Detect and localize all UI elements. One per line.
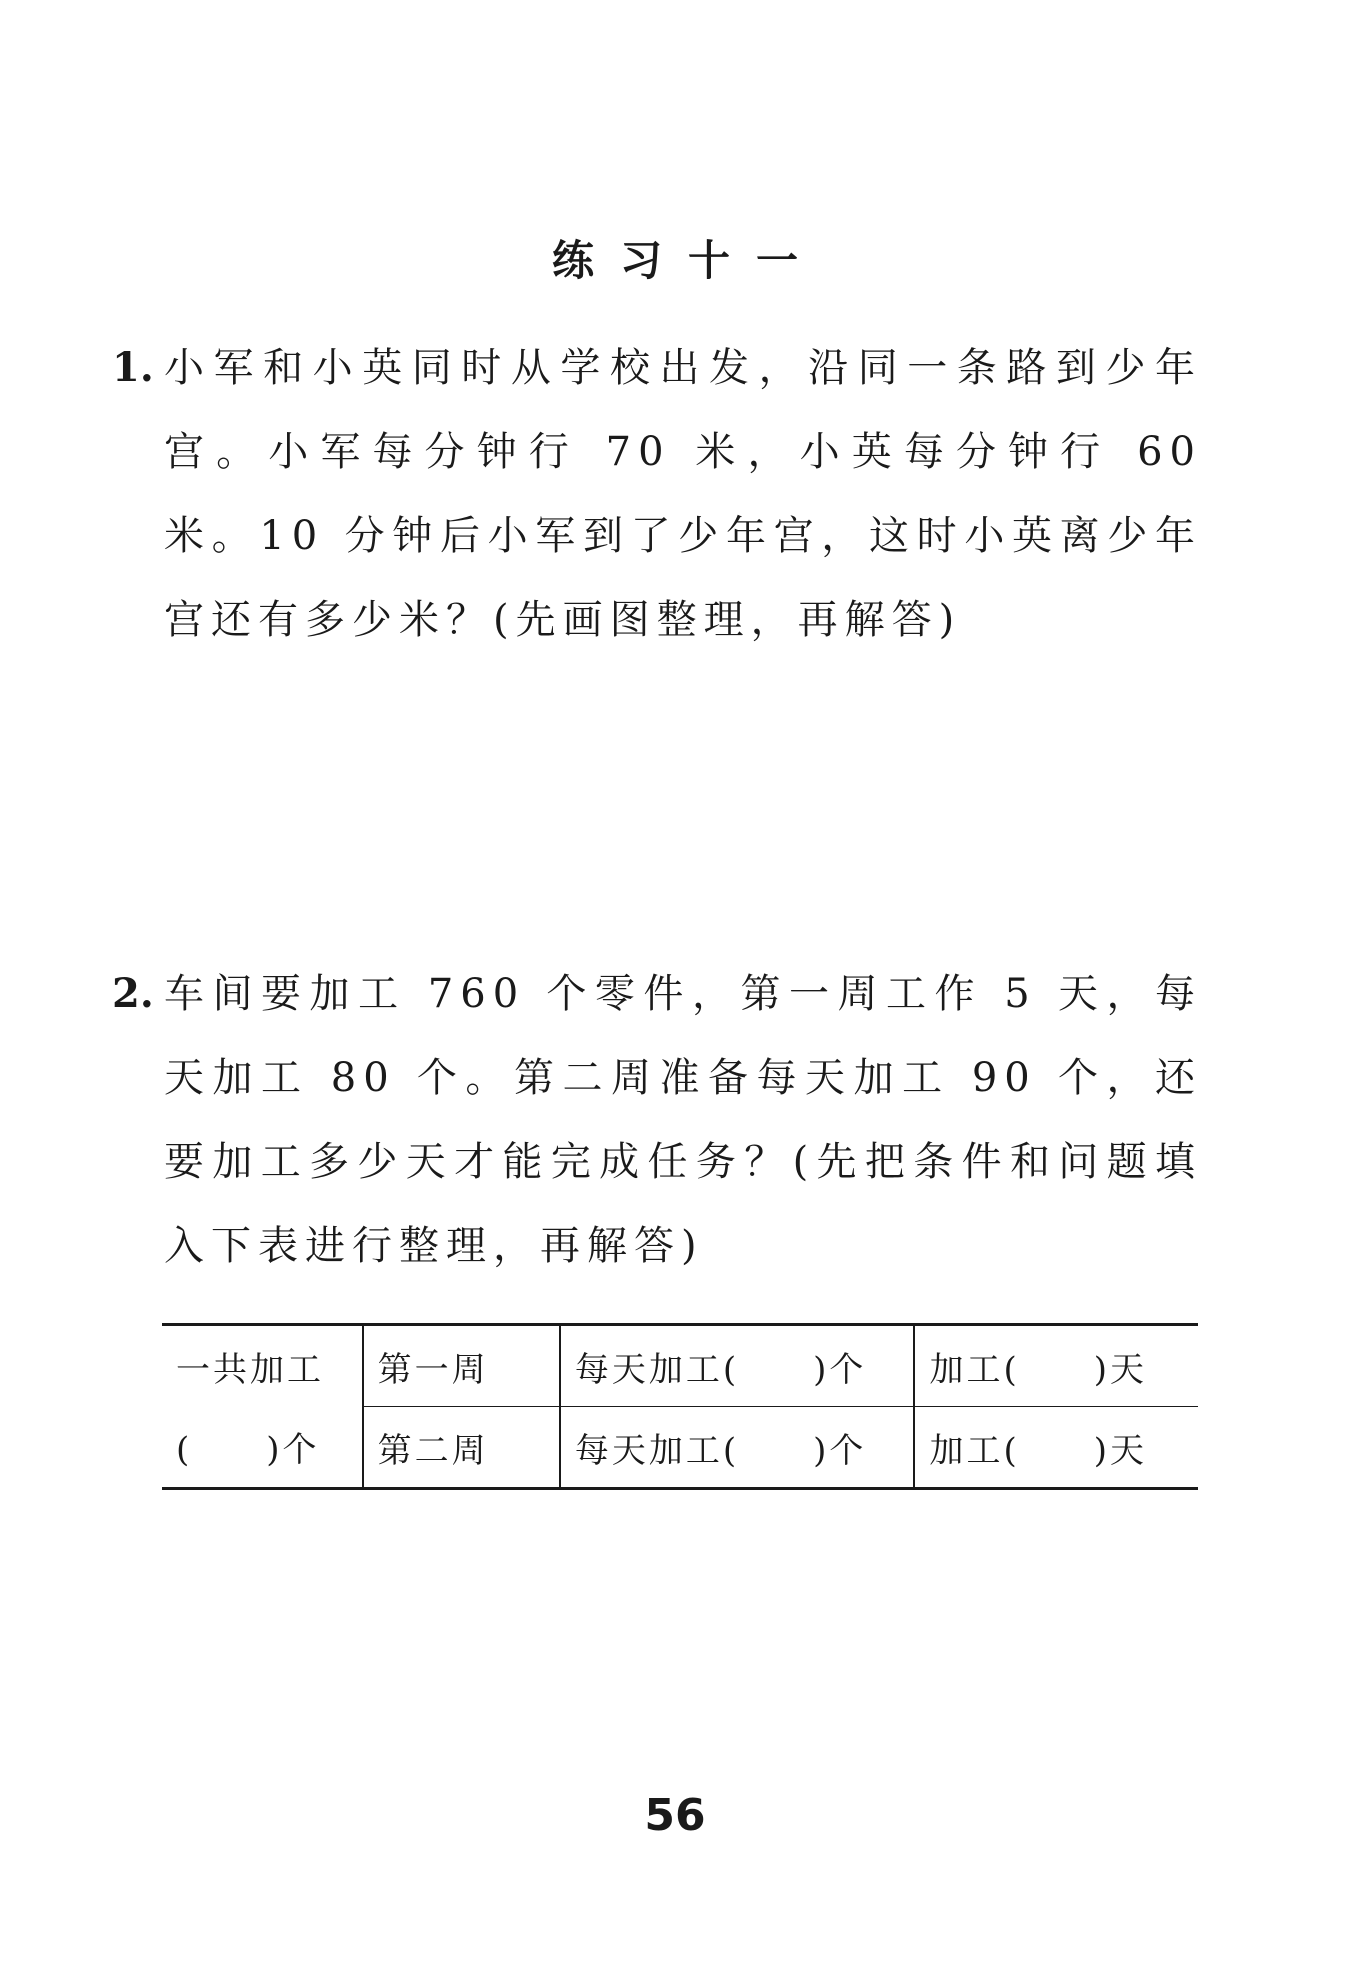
page-number: 56 [644,1790,706,1841]
table-row [162,1407,1198,1489]
page-title: 练习十一 [551,236,824,285]
organizing-table [162,1323,1198,1490]
problem-number: 2. [112,970,154,1017]
problem-text: 车间要加工 760 个零件，第一周工作 5 天，每天加工 80 个。第二周准备每天加工 90 个，还要加工多少天才能完成任务？(先把条件和问题填入下表进行整理，再解答) [164,971,1202,1269]
problem-1 [112,326,1202,662]
problem-text: 小军和小英同时从学校出发，沿同一条路到少年宫。小军每分钟行 70 米，小英每分钟行 60 米。10 分钟后小军到了少年宫，这时小英离少年宫还有多少米？(先画图整理，再解答) [164,345,1202,643]
days-cell[interactable]: 加工( )天 [914,1407,1198,1489]
per-day-cell[interactable]: 每天加工( )个 [560,1325,915,1407]
problem-number: 1. [112,344,154,391]
total-label-cell: 一共加工 [162,1325,363,1407]
week-cell: 第一周 [363,1325,560,1407]
problem-2 [112,952,1202,1288]
per-day-cell[interactable]: 每天加工( )个 [560,1407,915,1489]
days-cell[interactable]: 加工( )天 [914,1325,1198,1407]
table-row [162,1325,1198,1407]
total-blank-cell[interactable]: ( )个 [162,1407,363,1489]
week-cell: 第二周 [363,1407,560,1489]
